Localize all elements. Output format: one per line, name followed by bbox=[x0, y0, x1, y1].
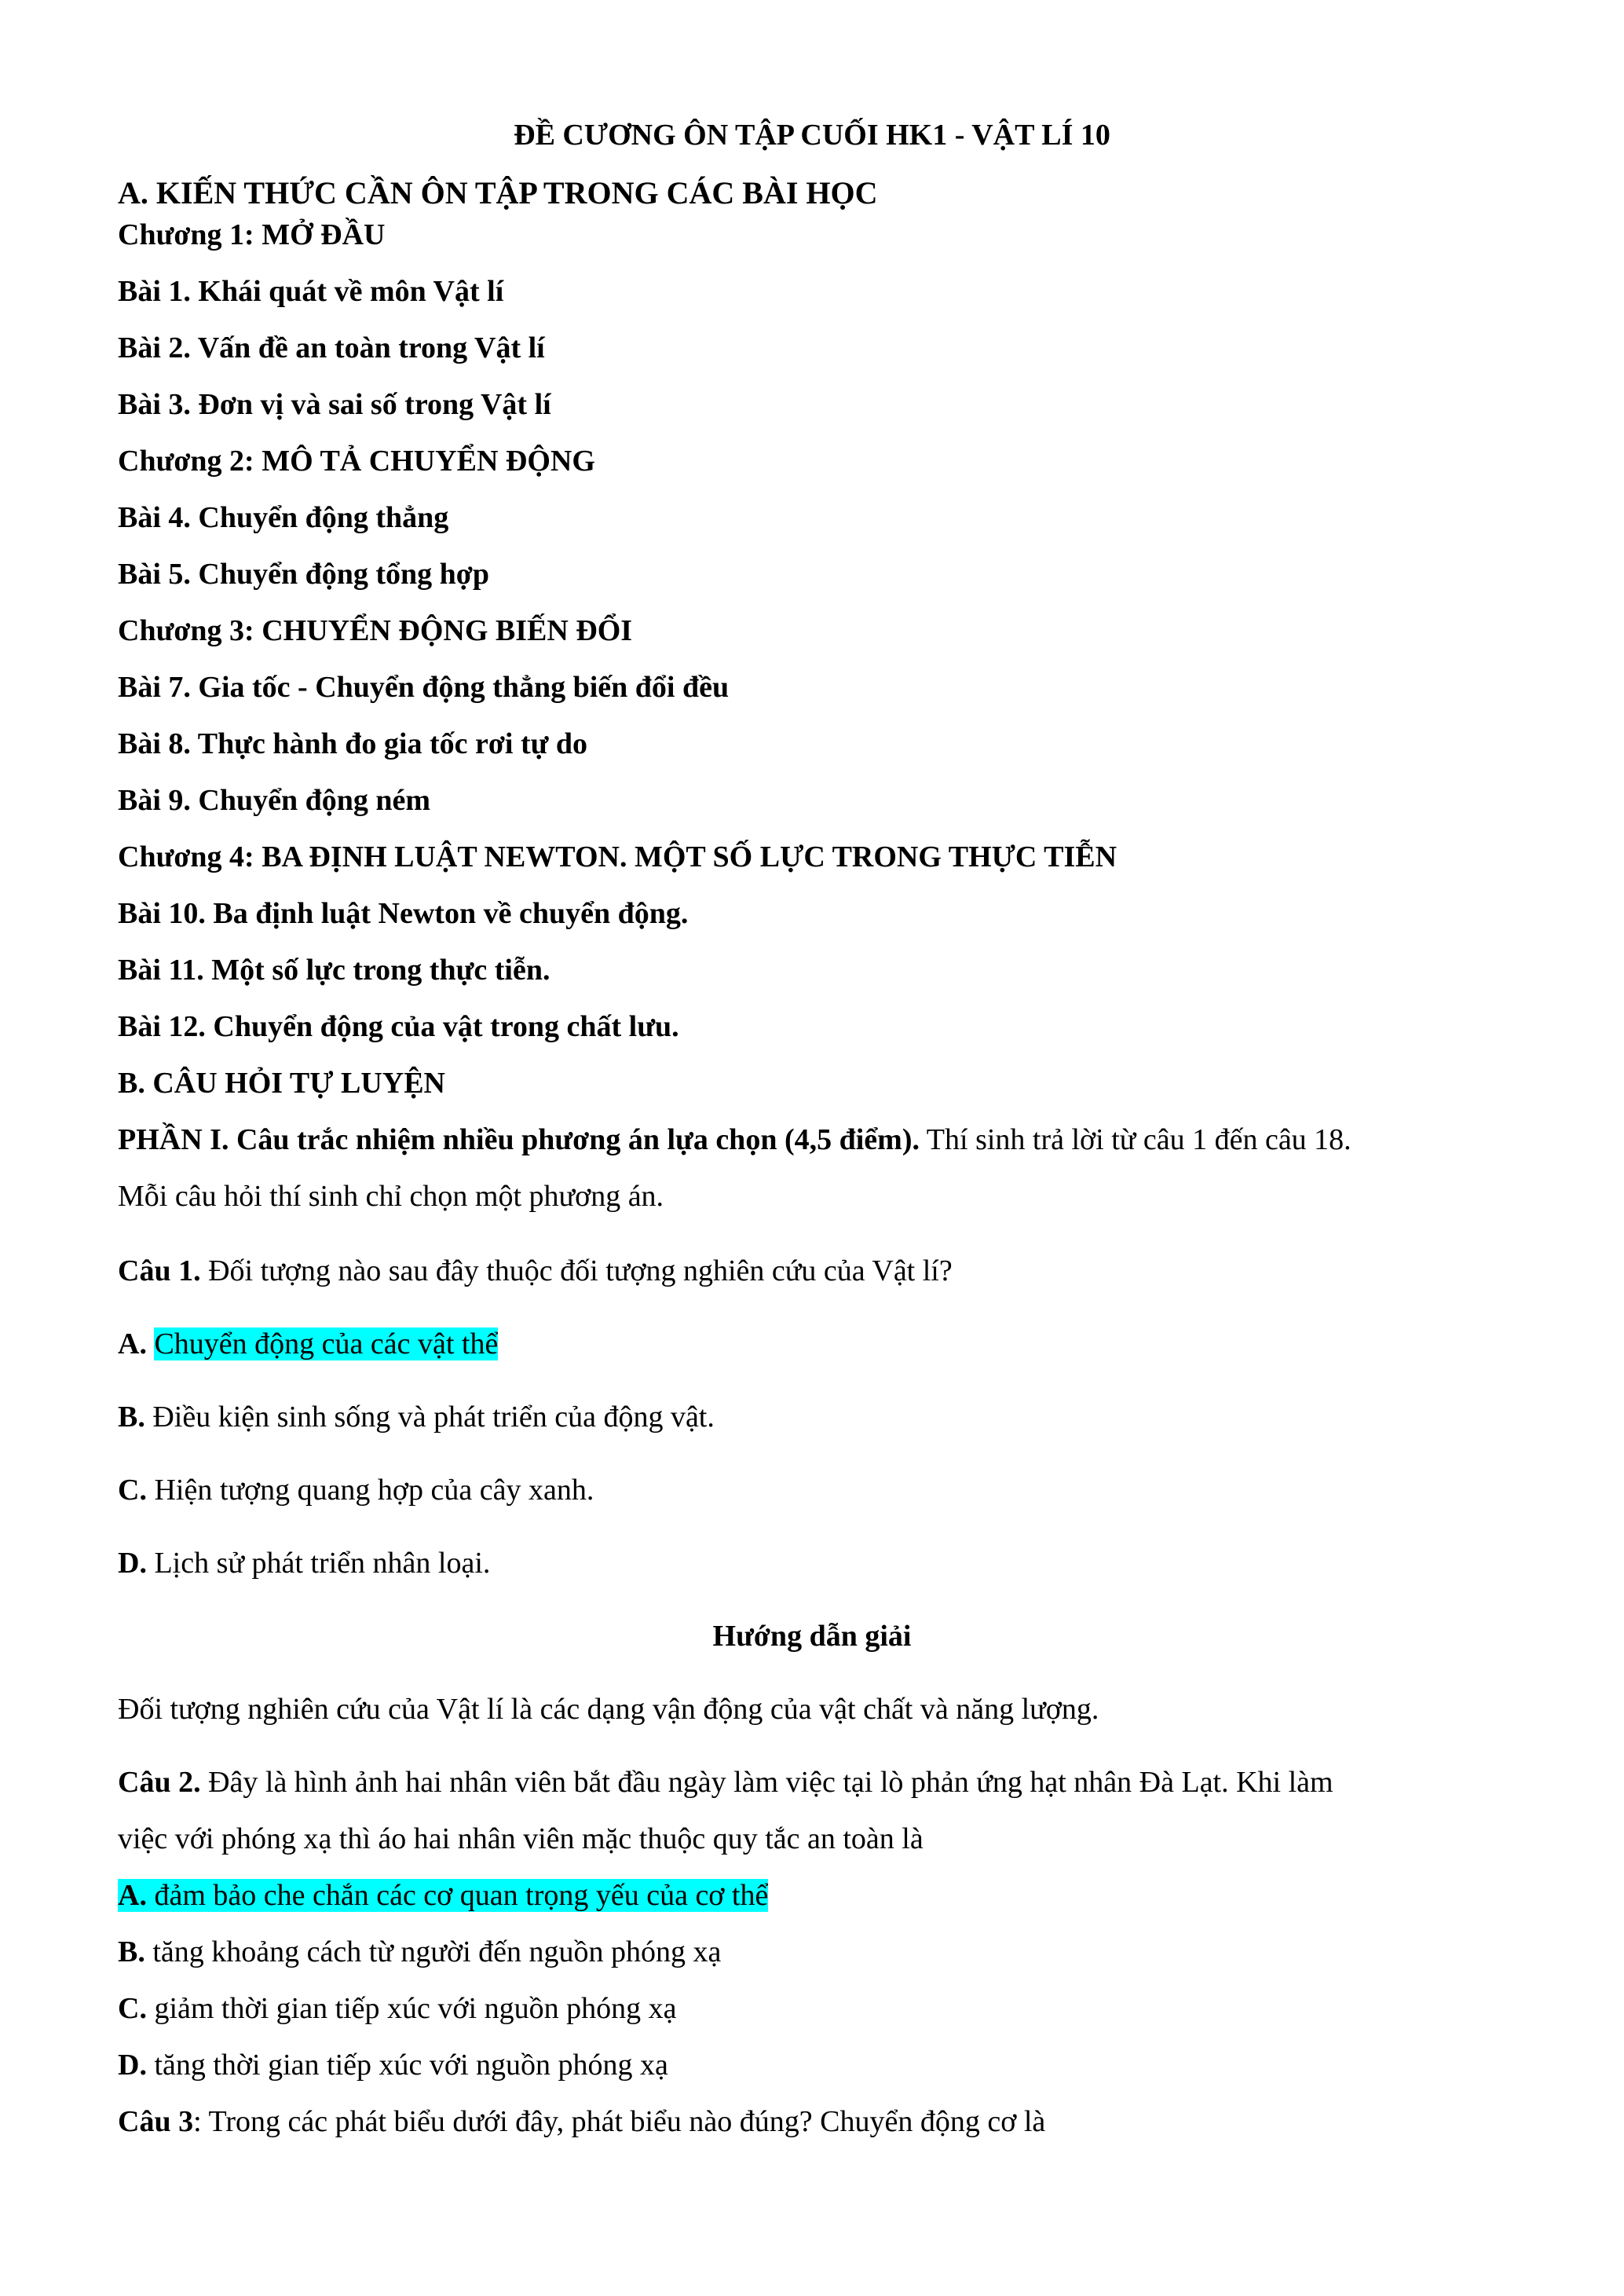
question-3-text: : Trong các phát biểu dưới đây, phát biểu nào đúng? Chuyển động cơ là bbox=[193, 2105, 1046, 2138]
section-b-heading: B. CÂU HỎI TỰ LUYỆN bbox=[118, 1067, 445, 1100]
question-1-option-b bbox=[118, 1397, 1516, 1437]
question-2-option-d bbox=[118, 2045, 1516, 2085]
lesson-2: Bài 2. Vấn đề an toàn trong Vật lí bbox=[118, 331, 545, 364]
lesson-12: Bài 12. Chuyển động của vật trong chất lưu. bbox=[118, 1010, 679, 1043]
option-text: Điều kiện sinh sống và phát triển của động vật. bbox=[144, 1401, 715, 1434]
option-text: tăng khoảng cách từ người đến nguồn phóng xạ bbox=[144, 1935, 722, 1968]
chapter-1-heading: Chương 1: MỞ ĐẦU bbox=[118, 218, 386, 251]
question-1-option-a bbox=[118, 1324, 1516, 1364]
option-letter: D. bbox=[118, 1547, 147, 1580]
highlighted-answer bbox=[118, 1879, 768, 1912]
option-letter: D. bbox=[118, 2049, 147, 2082]
option-letter: A. bbox=[118, 1327, 147, 1360]
option-text: đảm bảo che chắn các cơ quan trọng yếu của cơ thể bbox=[146, 1879, 769, 1912]
question-1-option-c bbox=[118, 1470, 1516, 1511]
chapter-2-heading: Chương 2: MÔ TẢ CHUYỂN ĐỘNG bbox=[118, 445, 595, 478]
question-1 bbox=[118, 1251, 1516, 1291]
question-1-text: Đối tượng nào sau đây thuộc đối tượng nghiên cứu của Vật lí? bbox=[200, 1254, 953, 1287]
question-2-text-line-2: việc với phóng xạ thì áo hai nhân viên mặc thuộc quy tắc an toàn là bbox=[118, 1822, 924, 1855]
lesson-10: Bài 10. Ba định luật Newton về chuyển động. bbox=[118, 897, 689, 930]
question-3 bbox=[118, 2101, 1516, 2142]
guide-text: Đối tượng nghiên cứu của Vật lí là các dạng vận động của vật chất và năng lượng. bbox=[118, 1693, 1099, 1726]
option-text: giảm thời gian tiếp xúc với nguồn phóng xạ bbox=[146, 1992, 677, 2025]
lesson-1: Bài 1. Khái quát về môn Vật lí bbox=[118, 275, 504, 308]
option-letter: C. bbox=[118, 1474, 147, 1507]
lesson-3: Bài 3. Đơn vị và sai số trong Vật lí bbox=[118, 388, 551, 421]
question-2-label: Câu 2. bbox=[118, 1766, 201, 1799]
part-1-instruction-line-2: Mỗi câu hỏi thí sinh chỉ chọn một phương án. bbox=[118, 1180, 664, 1213]
lesson-11: Bài 11. Một số lực trong thực tiễn. bbox=[118, 954, 550, 987]
document-title: ĐỀ CƯƠNG ÔN TẬP CUỐI HK1 - VẬT LÍ 10 bbox=[514, 119, 1110, 152]
lesson-9: Bài 9. Chuyển động ném bbox=[118, 784, 431, 817]
part-1-instruction bbox=[118, 1119, 1516, 1160]
option-letter: B. bbox=[118, 1401, 145, 1434]
guide-title: Hướng dẫn giải bbox=[712, 1620, 912, 1653]
question-2-option-a bbox=[118, 1875, 1516, 1916]
question-1-label: Câu 1. bbox=[118, 1254, 201, 1287]
question-2-option-c bbox=[118, 1988, 1516, 2029]
highlighted-answer: Chuyển động của các vật thể bbox=[154, 1327, 499, 1360]
chapter-3-heading: Chương 3: CHUYỂN ĐỘNG BIẾN ĐỔI bbox=[118, 614, 633, 647]
option-text: tăng thời gian tiếp xúc với nguồn phóng xạ bbox=[146, 2049, 668, 2082]
question-2 bbox=[118, 1762, 1516, 1803]
question-2-option-b bbox=[118, 1932, 1516, 1972]
option-text: Lịch sử phát triển nhân loại. bbox=[146, 1547, 491, 1580]
question-3-label: Câu 3 bbox=[118, 2105, 194, 2138]
lesson-8: Bài 8. Thực hành đo gia tốc rơi tự do bbox=[118, 727, 588, 760]
chapter-4-heading: Chương 4: BA ĐỊNH LUẬT NEWTON. MỘT SỐ LỰC TRONG THỰC TIỄN bbox=[118, 840, 1117, 873]
lesson-4: Bài 4. Chuyển động thẳng bbox=[118, 501, 449, 534]
lesson-5: Bài 5. Chuyển động tổng hợp bbox=[118, 558, 489, 591]
option-letter: C. bbox=[118, 1992, 147, 2025]
question-1-option-d bbox=[118, 1543, 1516, 1584]
option-letter: B. bbox=[118, 1935, 145, 1968]
question-2-text: Đây là hình ảnh hai nhân viên bắt đầu ngày làm việc tại lò phản ứng hạt nhân Đà Lạt. Khi làm bbox=[200, 1766, 1333, 1799]
option-letter: A. bbox=[118, 1879, 147, 1912]
part-1-title: PHẦN I. Câu trắc nhiệm nhiều phương án lựa chọn (4,5 điểm). bbox=[118, 1123, 920, 1156]
option-text: Hiện tượng quang hợp của cây xanh. bbox=[146, 1474, 594, 1507]
part-1-instruction-text: Thí sinh trả lời từ câu 1 đến câu 18. bbox=[919, 1123, 1352, 1156]
section-a-heading: A. KIẾN THỨC CẦN ÔN TẬP TRONG CÁC BÀI HỌC bbox=[118, 175, 878, 211]
lesson-7: Bài 7. Gia tốc - Chuyển động thẳng biến đổi đều bbox=[118, 671, 730, 704]
